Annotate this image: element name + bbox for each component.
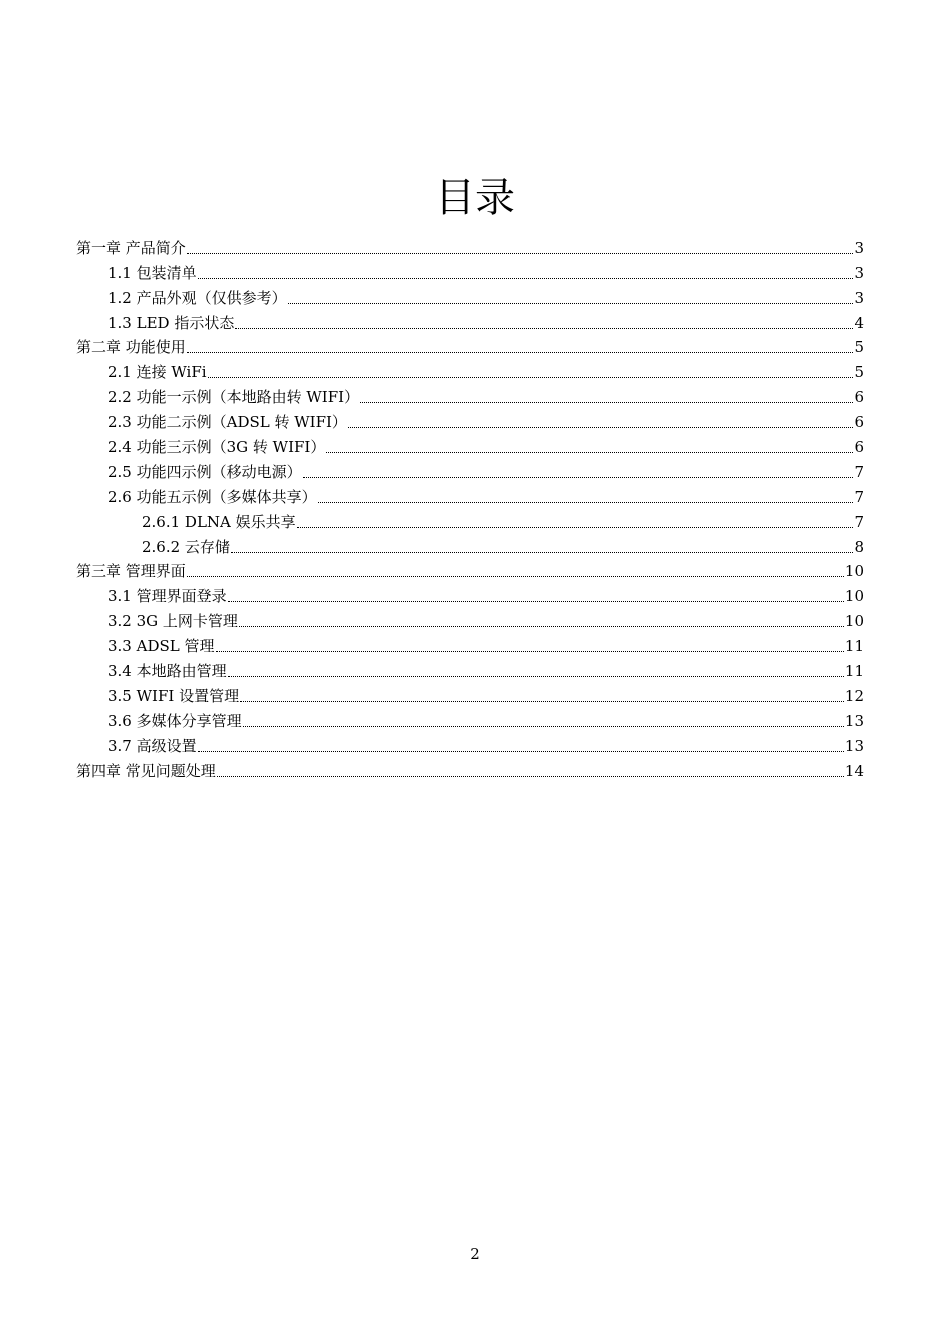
toc-entry-2-6-1[interactable] (76, 510, 864, 535)
toc-entry-3-7[interactable] (76, 734, 864, 759)
toc-entry-page: 3 (854, 288, 864, 307)
table-of-contents (76, 236, 864, 784)
toc-entry-2-6-2[interactable] (76, 535, 864, 560)
toc-dot-leader (348, 427, 854, 428)
toc-entry-page: 10 (844, 587, 864, 606)
toc-entry-3-4[interactable] (76, 659, 864, 684)
toc-entry-2-3[interactable] (76, 410, 864, 435)
toc-dot-leader (198, 751, 844, 752)
toc-dot-leader (288, 303, 854, 304)
toc-entry-1-2[interactable] (76, 286, 864, 311)
toc-entry-label: 3.6 多媒体分享管理 (108, 711, 242, 730)
toc-entry-page: 5 (854, 363, 864, 382)
toc-dot-leader (217, 776, 844, 777)
toc-entry-label: 2.6.2 云存储 (142, 537, 230, 556)
toc-entry-page: 11 (844, 662, 864, 681)
toc-entry-page: 7 (854, 512, 864, 531)
toc-entry-page: 8 (854, 537, 864, 556)
toc-entry-2-1[interactable] (76, 360, 864, 385)
toc-entry-label: 第三章 管理界面 (76, 562, 186, 581)
toc-entry-page: 13 (844, 711, 864, 730)
toc-entry-2-5[interactable] (76, 460, 864, 485)
toc-entry-chapter-1[interactable] (76, 236, 864, 261)
toc-entry-label: 1.1 包装清单 (108, 263, 197, 282)
toc-dot-leader (318, 502, 854, 503)
toc-entry-page: 13 (844, 736, 864, 755)
toc-entry-2-4[interactable] (76, 435, 864, 460)
toc-dot-leader (216, 651, 844, 652)
toc-entry-page: 11 (844, 637, 864, 656)
toc-dot-leader (208, 377, 854, 378)
toc-entry-label: 3.2 3G 上网卡管理 (108, 612, 238, 631)
toc-entry-chapter-4[interactable] (76, 759, 864, 784)
toc-entry-3-5[interactable] (76, 684, 864, 709)
toc-entry-label: 2.6 功能五示例（多媒体共享） (108, 487, 317, 506)
toc-entry-page: 14 (844, 761, 864, 780)
toc-dot-leader (231, 552, 854, 553)
toc-dot-leader (187, 352, 854, 353)
toc-dot-leader (187, 576, 844, 577)
page-number: 2 (470, 1245, 480, 1263)
toc-entry-label: 2.4 功能三示例（3G 转 WIFI） (108, 438, 326, 457)
toc-entry-label: 2.6.1 DLNA 娱乐共享 (142, 512, 296, 531)
toc-entry-page: 7 (854, 487, 864, 506)
toc-entry-1-1[interactable] (76, 261, 864, 286)
toc-entry-page: 7 (854, 462, 864, 481)
toc-dot-leader (198, 278, 854, 279)
page-title: 目录 (435, 175, 515, 221)
toc-dot-leader (239, 626, 844, 627)
toc-entry-label: 3.1 管理界面登录 (108, 587, 227, 606)
toc-dot-leader (243, 726, 844, 727)
toc-entry-3-3[interactable] (76, 634, 864, 659)
toc-entry-2-2[interactable] (76, 385, 864, 410)
toc-entry-page: 6 (854, 413, 864, 432)
toc-entry-page: 6 (854, 438, 864, 457)
toc-entry-3-6[interactable] (76, 709, 864, 734)
toc-dot-leader (235, 328, 853, 329)
toc-entry-page: 5 (854, 338, 864, 357)
toc-entry-page: 10 (844, 562, 864, 581)
toc-entry-label: 2.1 连接 WiFi (108, 363, 207, 382)
toc-entry-page: 4 (854, 313, 864, 332)
toc-entry-page: 3 (854, 263, 864, 282)
toc-entry-page: 6 (854, 388, 864, 407)
toc-dot-leader (187, 253, 854, 254)
toc-entry-label: 3.4 本地路由管理 (108, 662, 227, 681)
toc-entry-chapter-3[interactable] (76, 560, 864, 585)
toc-dot-leader (228, 676, 844, 677)
toc-entry-2-6[interactable] (76, 485, 864, 510)
toc-entry-page: 12 (844, 686, 864, 705)
toc-dot-leader (228, 601, 844, 602)
toc-entry-page: 3 (854, 238, 864, 257)
toc-dot-leader (297, 527, 854, 528)
toc-entry-label: 2.3 功能二示例（ADSL 转 WIFI） (108, 413, 347, 432)
toc-dot-leader (360, 402, 853, 403)
toc-entry-label: 第二章 功能使用 (76, 338, 186, 357)
toc-entry-page: 10 (844, 612, 864, 631)
toc-dot-leader (303, 477, 854, 478)
toc-dot-leader (240, 701, 844, 702)
toc-entry-chapter-2[interactable] (76, 336, 864, 361)
toc-entry-label: 1.2 产品外观（仅供参考） (108, 288, 287, 307)
toc-entry-label: 第四章 常见问题处理 (76, 761, 216, 780)
toc-entry-1-3[interactable] (76, 311, 864, 336)
toc-entry-3-1[interactable] (76, 584, 864, 609)
toc-entry-label: 3.7 高级设置 (108, 736, 197, 755)
toc-entry-label: 1.3 LED 指示状态 (108, 313, 235, 332)
toc-entry-3-2[interactable] (76, 609, 864, 634)
toc-entry-label: 3.3 ADSL 管理 (108, 637, 215, 656)
toc-dot-leader (326, 452, 853, 453)
toc-entry-label: 2.2 功能一示例（本地路由转 WIFI） (108, 388, 360, 407)
toc-entry-label: 2.5 功能四示例（移动电源） (108, 462, 302, 481)
toc-entry-label: 3.5 WIFI 设置管理 (108, 686, 240, 705)
toc-entry-label: 第一章 产品简介 (76, 238, 186, 257)
